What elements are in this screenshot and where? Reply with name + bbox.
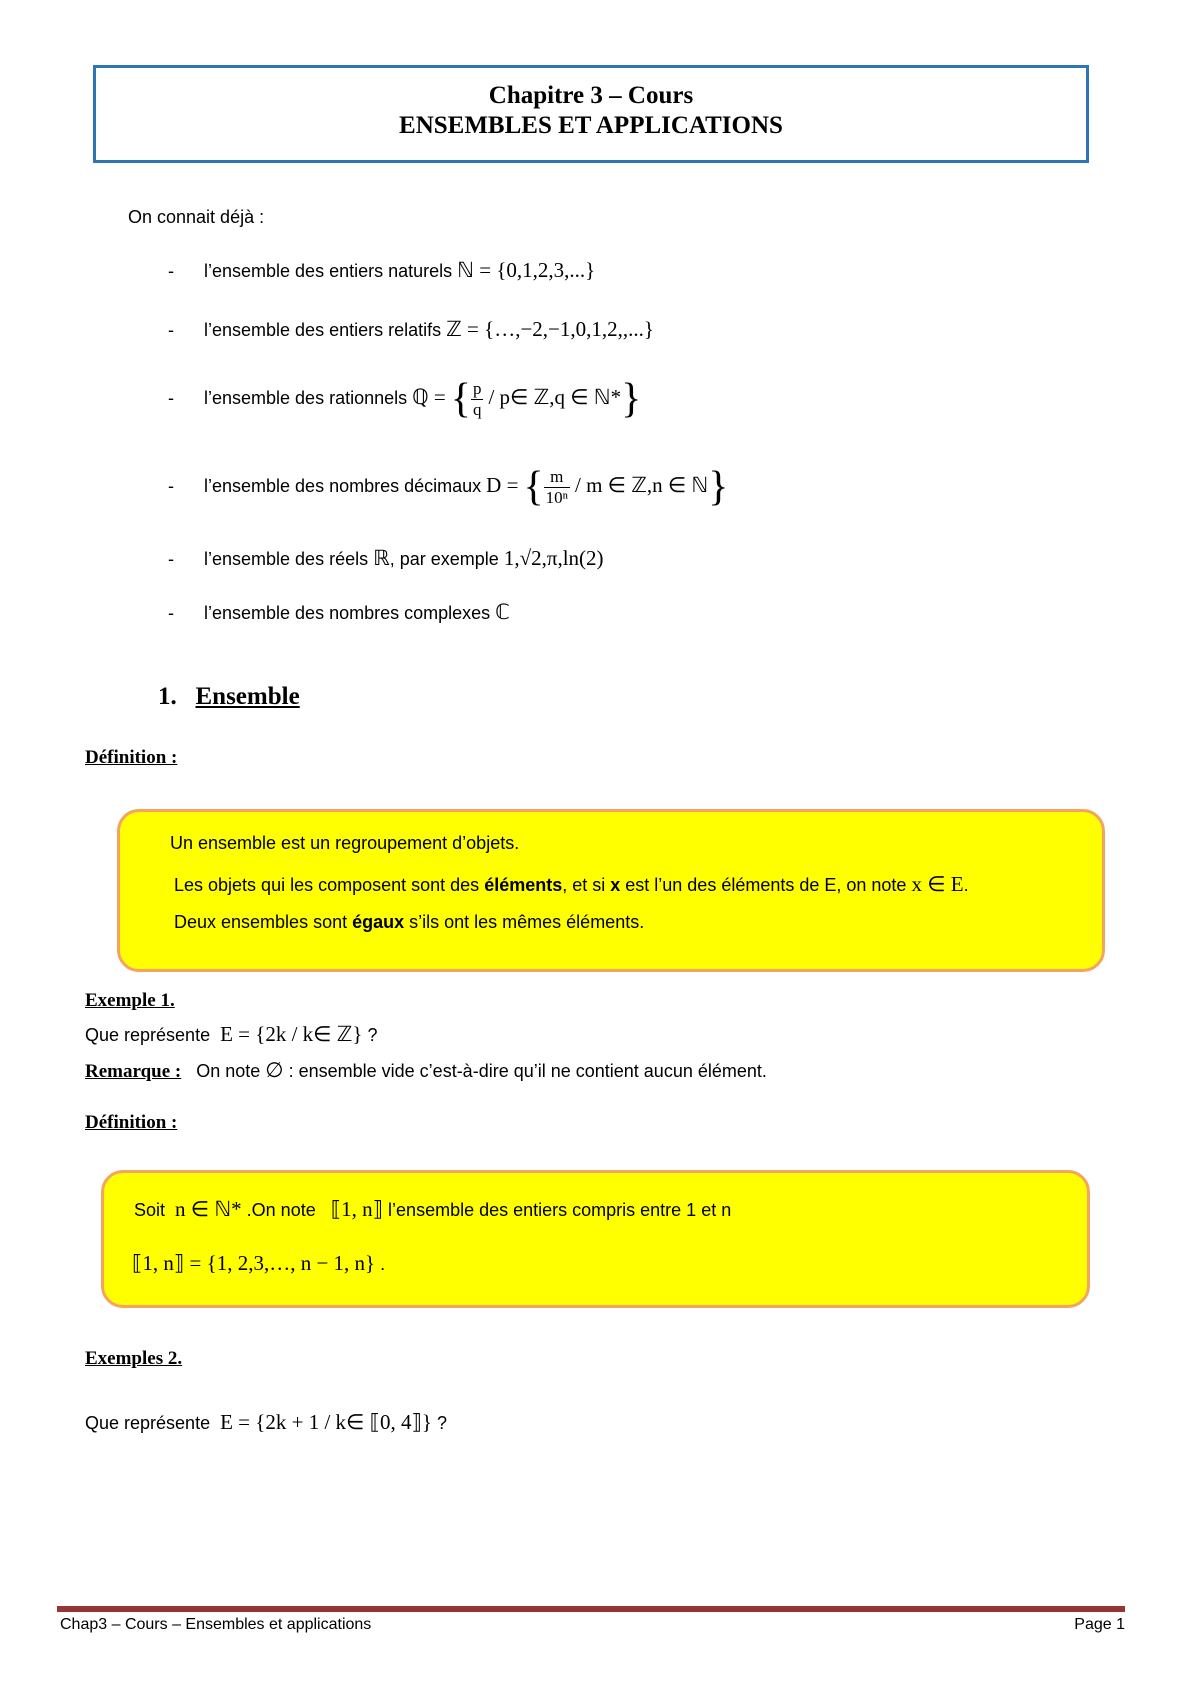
math-formula: ℤ = {…,−2,−1,0,1,2,,...}	[446, 317, 654, 341]
fraction: $\frac{p}{q}$	[472, 378, 482, 419]
footer-divider	[57, 1606, 1125, 1612]
chapter-title-box	[93, 65, 1089, 163]
list-item: - l’ensemble des nombres décimaux D = { $\frac{m}{\text{10ⁿ}}$ / m ∈ ℤ,n ∈ ℕ}	[168, 464, 729, 510]
chapter-title: Chapitre 3 – Cours	[488, 82, 694, 109]
page-number: Page 1	[1074, 1616, 1125, 1633]
list-item: - l’ensemble des entiers relatifs ℤ = {…,−2,−1,0,1,2,,...}	[168, 317, 654, 341]
footer-text: Chap3 – Cours – Ensembles et applications	[60, 1616, 372, 1633]
definition-box: Soit n ∈ ℕ* .On note ⟦1, n⟧ l’ensemble des entiers compris entre 1 et n ⟦1, n⟧ = {1, 2,3,…, n − 1, n} .	[101, 1170, 1090, 1308]
example-question: Que représente E = {2k / k∈ ℤ} ?	[85, 1022, 378, 1046]
definition-box: Un ensemble est un regroupement d’objets. Les objets qui les composent sont des éléments, et si x est l’un des éléments de E, on note x ∈ E. Deux ensembles sont égaux s’ils ont les mêmes éléments.	[117, 809, 1105, 972]
list-item: - l’ensemble des nombres complexes ℂ	[168, 600, 510, 624]
example-question: Que représente E = {2k + 1 / k∈ ⟦0, 4⟧} ?	[85, 1410, 447, 1434]
remark: Remarque : On note ∅ : ensemble vide c’est-à-dire qu’il ne contient aucun élément.	[85, 1058, 767, 1082]
list-item: - l’ensemble des entiers naturels ℕ = {0,1,2,3,...}	[168, 258, 596, 282]
intro-text: On connait déjà :	[128, 207, 265, 227]
section-heading: 1. Ensemble	[158, 683, 300, 710]
example-label: Exemple 1.	[85, 990, 175, 1011]
fraction: $\frac{m}{\text{10ⁿ}}$	[545, 466, 568, 507]
chapter-subtitle: ENSEMBLES ET APPLICATIONS	[399, 112, 783, 139]
list-item: - l’ensemble des réels ℝ, par exemple 1,√2,π,ln(2)	[168, 546, 604, 570]
list-item: - l’ensemble des rationnels ℚ = { $\frac{p}{q}$ / p∈ ℤ,q ∈ ℕ*}	[168, 376, 642, 422]
definition-label: Définition :	[85, 747, 178, 768]
math-formula: ℕ = {0,1,2,3,...}	[457, 258, 596, 282]
example-label: Exemples 2.	[85, 1348, 183, 1369]
definition-label: Définition :	[85, 1112, 178, 1133]
math-formula: 1,√2,π,ln(2)	[503, 546, 604, 570]
